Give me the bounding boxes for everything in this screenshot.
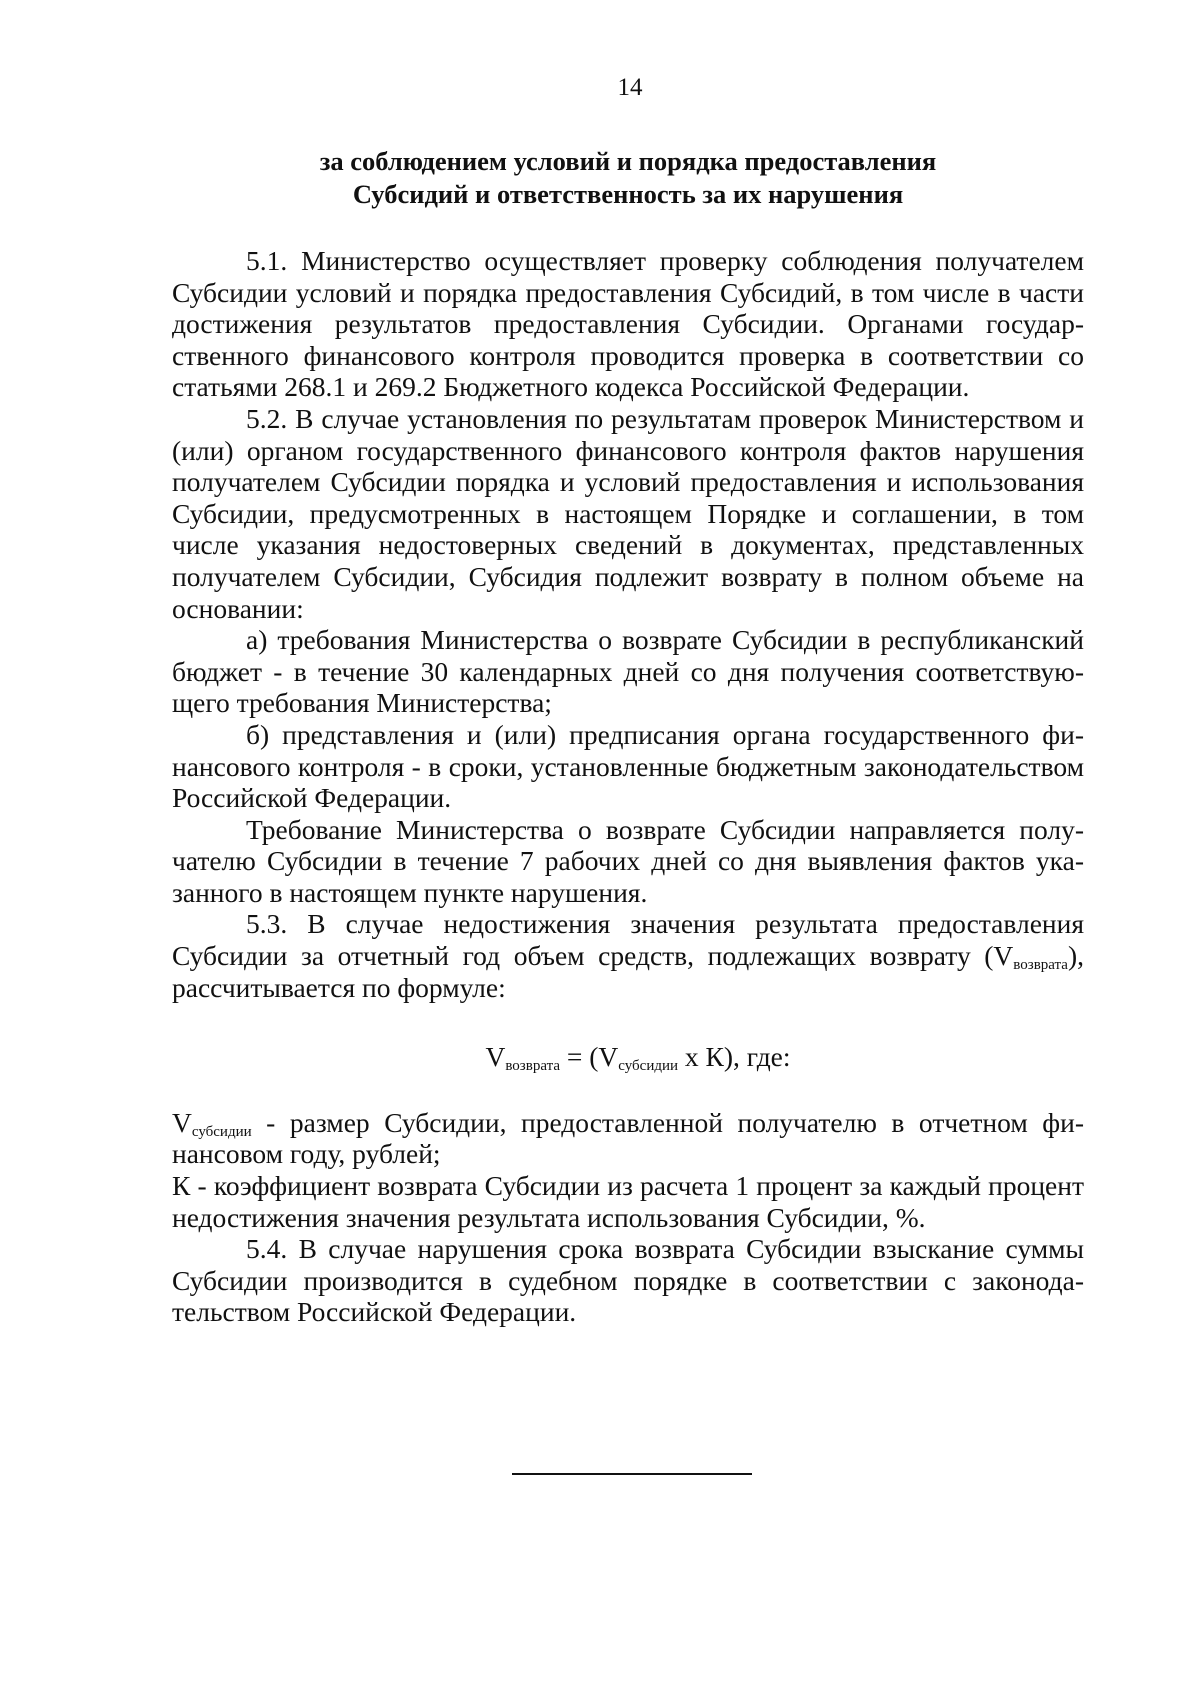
definition-k: К - коэффициент возврата Субсидии из расчета 1 процент за каждый процент недостижения значения результата использования Субсидии, %.	[172, 1170, 1084, 1233]
paragraph-5-3-tail: ), рассчитывается по формуле:	[172, 940, 1084, 1003]
definition-v-symbol: V	[172, 1106, 192, 1138]
formula-eq-open: = (V	[559, 1041, 619, 1073]
paragraph-5-1: 5.1. Министерство осуществляет проверку соблюдения получателем Субсидии условий и порядка предоставления Субсидий, в том числе в части достижения результатов предоставления Субсидии. Органами государственного финансового контроля проводится проверка в соответствии со статьями 268.1 и 269.2 Бюджетного кодекса Российской Федерации.	[172, 245, 1084, 403]
formula-v: V	[485, 1041, 506, 1073]
definition-v-text: - размер Субсидии, предоставленной получателю в отчетном финансовом году, рублей;	[172, 1106, 1084, 1170]
paragraph-5-3	[172, 908, 1084, 1003]
paragraph-5-2-a: а) требования Министерства о возврате Субсидии в республиканский бюджет - в течение 30 календарных дней со дня получения соответствующего требования Министерства;	[172, 624, 1084, 719]
formula	[172, 1041, 1084, 1073]
formula-tail: х К), где:	[678, 1041, 791, 1073]
paragraph-5-4: 5.4. В случае нарушения срока возврата Субсидии взыскание суммы Субсидии производится в судебном порядке в соответствии с законодательством Российской Федерации.	[172, 1233, 1084, 1328]
page-number: 14	[617, 74, 643, 101]
end-separator-line	[512, 1473, 752, 1475]
heading-line-1: за соблюдением условий и порядка предоставления	[319, 146, 937, 176]
definition-v-subscript: субсидии	[191, 1123, 252, 1140]
paragraph-5-3-text: 5.3. В случае недостижения значения результата предоставления Субсидии за отчетный год объем средств, подлежащих возврату (V	[172, 908, 1084, 972]
formula-sub-subsidii: субсидии	[618, 1058, 679, 1075]
heading-line-2: Субсидий и ответственность за их нарушения	[352, 179, 904, 209]
section-heading	[172, 145, 1084, 211]
paragraph-5-2-requirement: Требование Министерства о возврате Субсидии направляется получателю Субсидии в течение 7 рабочих дней со дня выявления фактов указанного в настоящем пункте нарушения.	[172, 813, 1084, 908]
paragraph-5-3-subscript: возврата	[1013, 957, 1068, 974]
formula-sub-vozvrata: возврата	[505, 1058, 560, 1075]
paragraph-5-2: 5.2. В случае установления по результатам проверок Министерством и (или) органом государственного финансового контроля фактов нарушения получателем Субсидии порядка и условий предоставления и использования Субсидии, предусмотренных в настоящем Порядке и соглашении, в том числе указания недостоверных сведений в документах, представленных получателем Субсидии, Субсидия подлежит возврату в полном объеме на основании:	[172, 402, 1084, 624]
definition-v-subsidii	[172, 1107, 1084, 1170]
paragraph-5-2-b: б) представления и (или) предписания органа государственного финансового контроля - в сроки, установленные бюджетным законодательством Российской Федерации.	[172, 718, 1084, 814]
document-body	[172, 245, 1084, 1328]
